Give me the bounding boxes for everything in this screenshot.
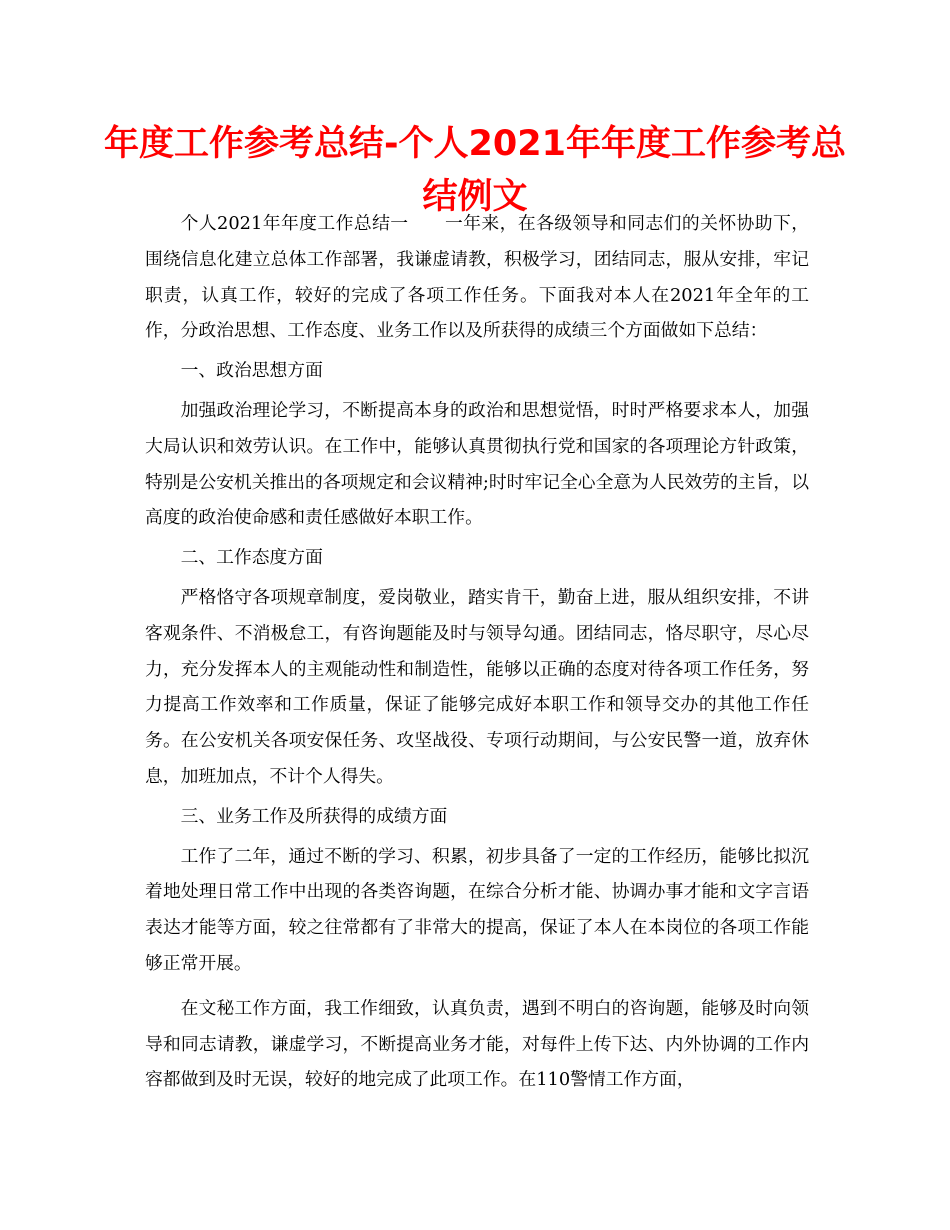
politics-paragraph: 加强政治理论学习，不断提高本身的政治和思想觉悟，时时严格要求本人，加强大局认识和效劳认识。在工作中，能够认真贯彻执行党和国家的各项理论方针政策，特别是公安机关推出的各项规定和会议精神;时时牢记全心全意为人民效劳的主旨，以高度的政治使命感和责任感做好本职工作。 (145, 399, 809, 529)
business-paragraph: 工作了二年，通过不断的学习、积累，初步具备了一定的工作经历，能够比拟沉着地处理日常工作中出现的各类咨询题，在综合分析才能、协调办事才能和文字言语表达才能等方面，较之往常都有了非常大的提高，保证了本人在本岗位的各项工作能够正常开展。 (145, 845, 809, 974)
section-heading-politics: 一、政治思想方面 (180, 360, 323, 382)
secretarial-paragraph: 在文秘工作方面，我工作细致，认真负责，遇到不明白的咨询题，能够及时向领导和同志请教，谦虚学习，不断提高业务才能，对每件上传下达、内外协调的工作内容都做到及时无误，较好的地完成了此项工作。在110警情工作方面， (145, 997, 809, 1091)
attitude-paragraph: 严格恪守各项规章制度，爱岗敬业，踏实肯干，勤奋上进，服从组织安排，不讲客观条件、不消极怠工，有咨询题能及时与领导勾通。团结同志，恪尽职守，尽心尽力，充分发挥本人的主观能动性和制造性，能够以正确的态度对待各项工作任务，努力提高工作效率和工作质量，保证了能够完成好本职工作和领导交办的其他工作任务。在公安机关各项安保任务、攻坚战役、专项行动期间，与公安民警一道，放弃休息，加班加点，不计个人得失。 (145, 586, 809, 787)
section-heading-attitude: 二、工作态度方面 (180, 547, 323, 569)
intro-paragraph: 个人2021年年度工作总结一 一年来，在各级领导和同志们的关怀协助下，围绕信息化建立总体工作部署，我谦虚请教，积极学习，团结同志，服从安排，牢记职责，认真工作，较好的完成了各项工作任务。下面我对本人在2021年全年的工作，分政治思想、工作态度、业务工作以及所获得的成绩三个方面做如下总结： (145, 213, 809, 342)
document-body (145, 206, 809, 1098)
document-title: 年度工作参考总结-个人2021年年度工作参考总结例文 (104, 124, 846, 217)
section-heading-business: 三、业务工作及所获得的成绩方面 (180, 805, 448, 827)
